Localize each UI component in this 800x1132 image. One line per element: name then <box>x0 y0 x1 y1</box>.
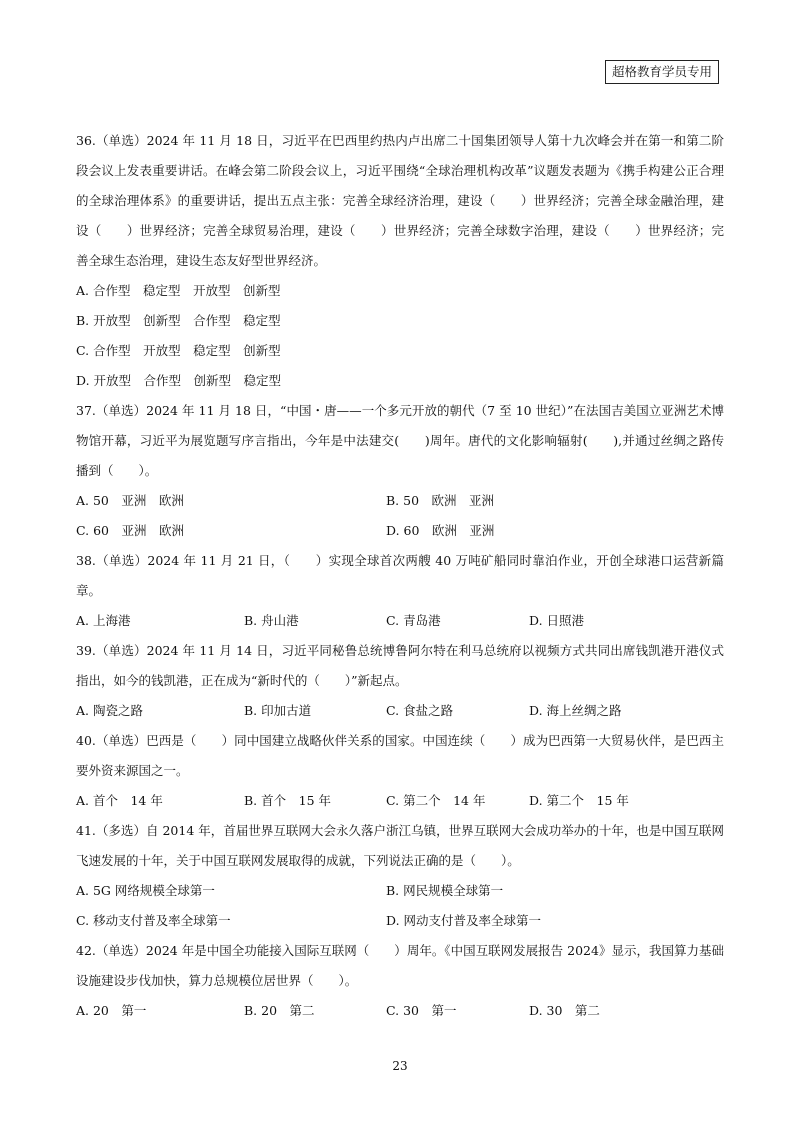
question-37-options-row-2 <box>76 516 724 546</box>
question-list <box>76 126 724 1026</box>
question-42-option-b: B. 20 第二 <box>244 1003 315 1018</box>
question-41-option-c: C. 移动支付普及率全球第一 <box>76 913 231 928</box>
question-42-option-d: D. 30 第二 <box>529 1003 600 1018</box>
question-38-option-d: D. 日照港 <box>529 613 585 628</box>
question-38-options <box>76 606 724 636</box>
option-text: C. 合作型 开放型 稳定型 创新型 <box>76 343 281 358</box>
question-36-option-d <box>76 366 724 396</box>
question-39: 39.（单选）2024 年 11 月 14 日，习近平同秘鲁总统博鲁阿尔特在利马总统府以视频方式共同出席钱凯港开港仪式指出，如今的钱凯港，正在成为“新时代的（ ）”新起点。 <box>76 643 724 688</box>
question-37-option-b: B. 50 欧洲 亚洲 <box>386 493 495 508</box>
question-38-option-b: B. 舟山港 <box>244 613 299 628</box>
question-36-option-b <box>76 306 724 336</box>
question-41-options-row-2 <box>76 906 724 936</box>
question-37-option-a: A. 50 亚洲 欧洲 <box>76 493 184 508</box>
question-40-option-b: B. 首个 15 年 <box>244 793 332 808</box>
option-text: B. 开放型 创新型 合作型 稳定型 <box>76 313 281 328</box>
question-42-option-a: A. 20 第一 <box>76 1003 147 1018</box>
question-40-option-c: C. 第二个 14 年 <box>386 793 486 808</box>
question-37-option-d: D. 60 欧洲 亚洲 <box>386 523 495 538</box>
question-36: 36.（单选）2024 年 11 月 18 日，习近平在巴西里约热内卢出席二十国集团领导人第十九次峰会并在第一和第二阶段会议上发表重要讲话。在峰会第二阶段会议上，习近平围绕“全球治理机构改革”议题发表题为《携手构建公正合理的全球治理体系》的重要讲话，提出五点主张：完善全球经济治理，建设（ ）世界经济；完善全球金融治理，建设（ ）世界经济；完善全球贸易治理，建设（ ）世界经济；完善全球数字治理，建设（ ）世界经济；完善全球生态治理，建设生态友好型世界经济。 <box>76 133 724 268</box>
watermark-badge: 超格教育学员专用 <box>605 60 719 84</box>
question-42-options <box>76 996 724 1026</box>
question-41-option-b: B. 网民规模全球第一 <box>386 883 504 898</box>
question-41-option-a: A. 5G 网络规模全球第一 <box>76 883 215 898</box>
question-42: 42.（单选）2024 年是中国全功能接入国际互联网（ ）周年。《中国互联网发展报告 2024》显示，我国算力基础设施建设步伐加快，算力总规模位居世界（ ）。 <box>76 943 724 988</box>
question-38-option-c: C. 青岛港 <box>386 613 441 628</box>
question-39-option-a: A. 陶瓷之路 <box>76 703 143 718</box>
question-39-option-c: C. 食盐之路 <box>386 703 454 718</box>
question-37-option-c: C. 60 亚洲 欧洲 <box>76 523 184 538</box>
question-41-options-row-1 <box>76 876 724 906</box>
option-text: A. 合作型 稳定型 开放型 创新型 <box>76 283 281 298</box>
question-41-option-d: D. 网动支付普及率全球第一 <box>386 913 542 928</box>
question-40-option-a: A. 首个 14 年 <box>76 793 163 808</box>
question-41: 41.（多选）自 2014 年，首届世界互联网大会永久落户浙江乌镇，世界互联网大会成功举办的十年，也是中国互联网飞速发展的十年，关于中国互联网发展取得的成就，下列说法正确的是（ ）。 <box>76 823 724 868</box>
question-40-options <box>76 786 724 816</box>
question-39-option-b: B. 印加古道 <box>244 703 312 718</box>
question-38: 38.（单选）2024 年 11 月 21 日，（ ）实现全球首次两艘 40 万吨矿船同时靠泊作业，开创全球港口运营新篇章。 <box>76 553 724 598</box>
page-number: 23 <box>392 1059 408 1073</box>
question-36-option-a <box>76 276 724 306</box>
option-text: D. 开放型 合作型 创新型 稳定型 <box>76 373 282 388</box>
question-40: 40.（单选）巴西是（ ）同中国建立战略伙伴关系的国家。中国连续（ ）成为巴西第一大贸易伙伴，是巴西主要外资来源国之一。 <box>76 733 724 778</box>
question-40-option-d: D. 第二个 15 年 <box>529 793 629 808</box>
question-42-option-c: C. 30 第一 <box>386 1003 457 1018</box>
question-36-option-c <box>76 336 724 366</box>
question-37-options-row-1 <box>76 486 724 516</box>
question-38-option-a: A. 上海港 <box>76 613 131 628</box>
question-39-option-d: D. 海上丝绸之路 <box>529 703 622 718</box>
question-39-options <box>76 696 724 726</box>
question-37: 37.（单选）2024 年 11 月 18 日，“中国・唐——一个多元开放的朝代（7 至 10 世纪）”在法国吉美国立亚洲艺术博物馆开幕，习近平为展览题写序言指出，今年是中法建交( )周年。唐代的文化影响辐射( ),并通过丝绸之路传播到（ ）。 <box>76 403 724 478</box>
